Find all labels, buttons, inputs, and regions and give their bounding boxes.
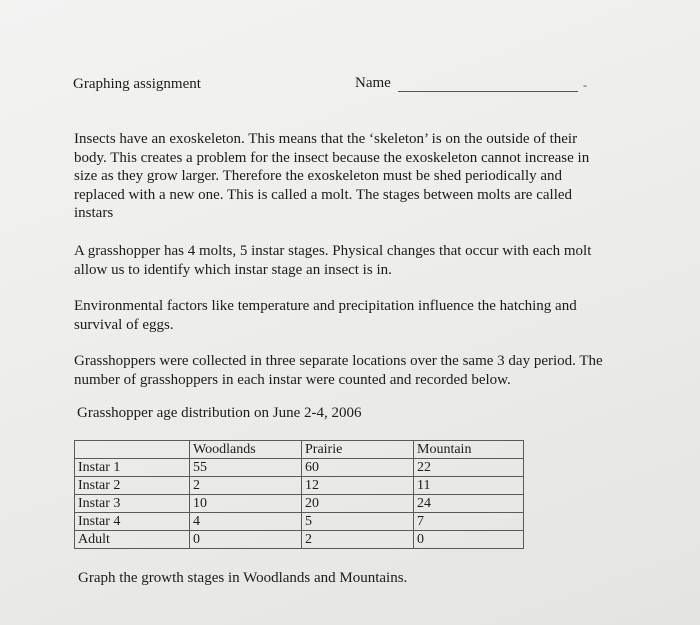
text-line: survival of eggs. (74, 316, 174, 333)
table-cell: Instar 1 (75, 459, 190, 477)
table-cell: 12 (302, 477, 414, 495)
table-cell: 11 (414, 477, 524, 495)
table-cell: 5 (302, 513, 414, 531)
table-cell: Adult (75, 531, 190, 549)
name-dash: - (583, 78, 587, 92)
table-cell: 20 (302, 495, 414, 513)
table-cell: 60 (302, 459, 414, 477)
header-cell: Prairie (302, 441, 414, 459)
text-line: allow us to identify which instar stage an insect is in. (74, 261, 392, 278)
table-cell: 0 (190, 531, 302, 549)
age-distribution-table (74, 440, 524, 549)
table-cell: 24 (414, 495, 524, 513)
table-row (75, 531, 524, 549)
paragraph-exoskeleton (74, 130, 644, 223)
header-cell (75, 441, 190, 459)
paragraph-collection (74, 352, 644, 389)
worksheet-title: Graphing assignment (73, 76, 201, 92)
table-cell: 0 (414, 531, 524, 549)
text-line: number of grasshoppers in each instar were counted and recorded below. (74, 371, 511, 388)
table-row (75, 477, 524, 495)
graph-instruction: Graph the growth stages in Woodlands and Mountains. (78, 570, 408, 586)
table-row (75, 513, 524, 531)
table-cell: Instar 3 (75, 495, 190, 513)
header-cell: Mountain (414, 441, 524, 459)
header-cell: Woodlands (190, 441, 302, 459)
table-header-row (75, 441, 524, 459)
table-cell: 2 (190, 477, 302, 495)
table-cell: 22 (414, 459, 524, 477)
text-line: body. This creates a problem for the insect because the exoskeleton cannot increase in (74, 149, 590, 166)
table-cell: 7 (414, 513, 524, 531)
table-cell: Instar 2 (75, 477, 190, 495)
name-blank-line (398, 91, 578, 92)
table-row (75, 495, 524, 513)
table-cell: Instar 4 (75, 513, 190, 531)
text-line: Grasshoppers were collected in three separate locations over the same 3 day period. The (74, 353, 603, 369)
text-line: A grasshopper has 4 molts, 5 instar stages. Physical changes that occur with each molt (74, 243, 592, 259)
text-line: instars (74, 205, 114, 221)
paragraph-molts (74, 242, 644, 279)
table-row (75, 459, 524, 477)
text-line: Insects have an exoskeleton. This means that the ‘skeleton’ is on the outside of their (74, 131, 578, 147)
text-line: size as they grow larger. Therefore the exoskeleton must be shed periodically and (74, 168, 563, 184)
paragraph-environment (74, 297, 644, 334)
table-cell: 10 (190, 495, 302, 513)
text-line: Environmental factors like temperature and precipitation influence the hatching and (74, 298, 577, 314)
table-cell: 55 (190, 459, 302, 477)
table-caption: Grasshopper age distribution on June 2-4, 2006 (77, 405, 362, 421)
table-cell: 2 (302, 531, 414, 549)
name-label: Name (355, 75, 391, 91)
text-line: replaced with a new one. This is called a molt. The stages between molts are called (74, 186, 573, 203)
table-cell: 4 (190, 513, 302, 531)
